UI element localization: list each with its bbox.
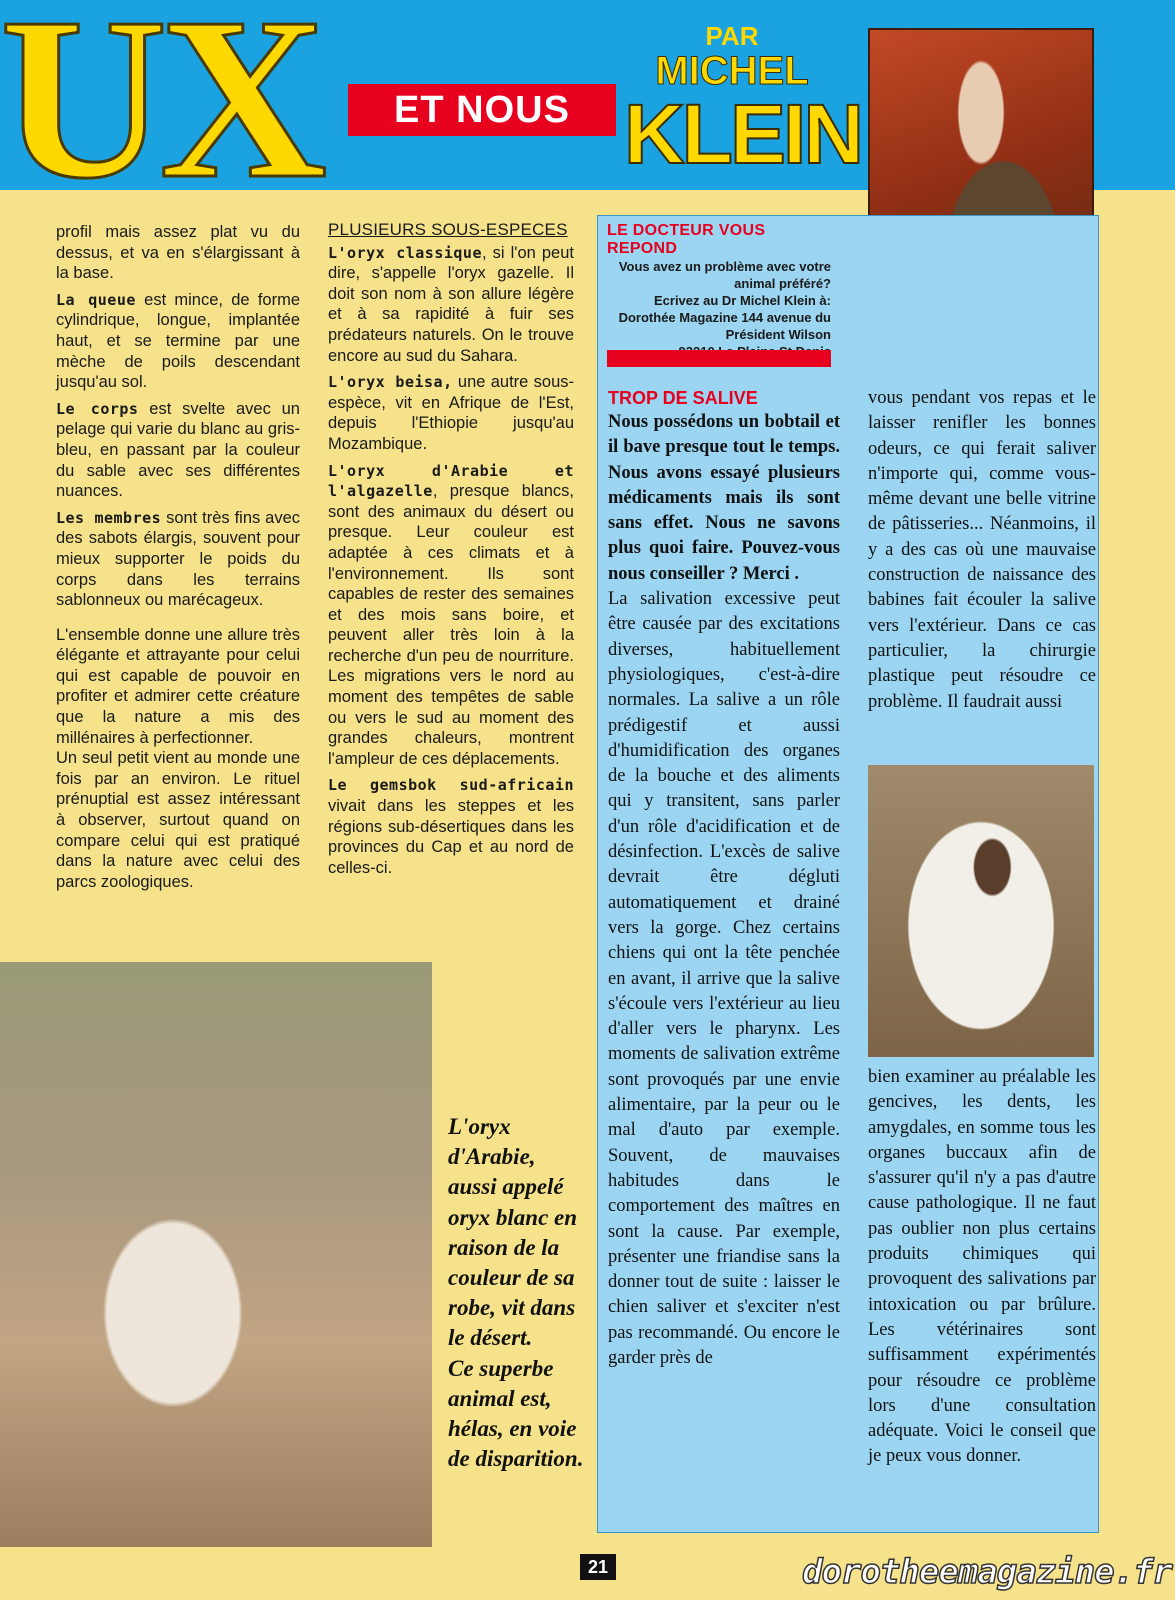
paragraph-classique: [328, 243, 574, 367]
caption-line: Ce superbe animal est, hélas, en voie de disparition.: [448, 1355, 584, 1472]
lead-arabie: L'oryx d'Arabie et l'algazelle: [328, 461, 574, 501]
caption-line: L'oryx d'Arabie, aussi appelé oryx blanc en raison de la couleur de sa robe, vit dans le désert.: [448, 1114, 578, 1351]
lead-queue: La queue: [56, 290, 136, 309]
photo-oryx: [0, 962, 432, 1547]
doctor-column-2-bottom: [868, 1065, 1096, 1470]
text-beisa: une autre sous-espèce, vit en Afrique de l'Est, depuis l'Ethiopie jusqu'au Mozambique.: [328, 373, 574, 453]
doctor-title: LE DOCTEUR VOUS REPOND: [607, 222, 766, 257]
byline-klein: KLEIN: [624, 87, 861, 181]
text-corps: est svelte avec un pelage qui varie du blanc au gris-bleu, en passant par la couleur du sable avec ses différentes nuances.: [56, 399, 300, 501]
byline-michel: MICHEL: [655, 49, 809, 93]
lead-membres: Les membres: [56, 508, 162, 527]
page-number: 21: [580, 1554, 616, 1580]
info-line: Dorothée Magazine 144 avenue du Président Wilson: [618, 310, 831, 342]
section-title: TROP DE SALIVE: [608, 388, 758, 408]
paragraph: Un seul petit vient au monde une fois par an environ. Le rituel prénuptial est assez intéressant à observer, surtout quand on compare celui qui est pratiqué dans la nature avec celui des parcs zoologiques.: [56, 749, 300, 891]
red-divider-bar: [607, 350, 831, 367]
paragraph: profil mais assez plat vu du dessus, et va en s'élargissant à la base.: [56, 223, 300, 283]
text-queue: est mince, de forme cylindrique, longue, implantée haut, et se termine par une mèche de poils descendant jusqu'au sol.: [56, 290, 300, 392]
text-membres: sont très fins avec des sabots élargis, souvent pour mieux supporter le poids du corps dans les terrains sablonneux ou marécageux.: [56, 508, 301, 610]
text-gemsbok: vivait dans les steppes et les régions sub-désertiques dans les provinces du Cap et au nord de celles-ci.: [328, 797, 574, 877]
paragraph-beisa: [328, 372, 574, 454]
info-line: Vous avez un problème avec votre animal préféré?: [618, 259, 831, 291]
doctor-answer-end: bien examiner au préalable les gencives, les dents, les amygdales, en somme tous les organes buccaux afin de s'assurer qu'il n'y a pas d'autre cause pathologique. Il ne faut pas oublier non plus certains produits chimiques qui provoquent des salivations par intoxication ou par brûlure. Les vétérinaires sont suffisamment expérimentés pour résoudre ce problème lors d'une consultation adéquate. Voici le conseil que je peux vous donner.: [868, 1067, 1096, 1467]
info-line: Ecrivez au Dr Michel Klein à:: [653, 293, 831, 308]
article-column-1: [56, 222, 300, 898]
byline-par: PAR: [705, 21, 759, 51]
lead-classique: L'oryx classique: [328, 243, 482, 262]
subheading-sous-especes: PLUSIEURS SOUS-ESPECES: [328, 220, 568, 239]
paragraph-membres: [56, 508, 300, 611]
paragraph-gemsbok: [328, 775, 574, 878]
paragraph-corps: [56, 399, 300, 502]
paragraph: L'ensemble donne une allure très élégante et attrayante pour celui qui est capable de pouvoir en profiter et admirer cette créature que la nature a mis des millénaires à perfectionner.: [56, 625, 300, 747]
doctor-column-1: [608, 386, 840, 1371]
article-column-2: [328, 220, 574, 884]
doctor-header: [607, 222, 831, 360]
lead-corps: Le corps: [56, 399, 139, 418]
lead-gemsbok: Le gemsbok sud-africain: [328, 776, 574, 795]
author-byline: [624, 21, 861, 181]
doctor-answer: La salivation excessive peut être causée par des excitations diverses, habituellement physiologiques, c'est-à-dire normales. La salive a un rôle prédigestif et aussi d'humidification des organes de la bouche et des aliments qui y transitent, sans parler d'un rôle d'acidification et de désinfection. L'excès de salive devrait être dégluti automatiquement et drainé vers la gorge. Chez certains chiens qui ont la tête penchée en avant, il arrive que la salive s'écoule vers l'extérieur au lieu d'aller vers le pharynx. Les moments de salivation extrême sont provoqués par une envie alimentaire, par la peur ou le mal d'auto par exemple. Souvent, de mauvaises habitudes dans le comportement des maîtres en sont la cause. Par exemple, présenter une friandise sans la donner tout de suite : laisser le chien saliver et s'exciter n'est pas recommandé. Ou encore le garder près de: [608, 589, 840, 1368]
text-classique: , si l'on peut dire, s'appelle l'oryx gazelle. Il doit son nom à son allure légère et à sa rapidité à fuir ses prédateurs naturels. On le trouve encore au sud du Sahara.: [328, 243, 574, 365]
reader-question: Nous possédons un bobtail et il bave presque tout le temps. Nous avons essayé plusieurs médicaments mais ils sont sans effet. Nous ne savons plus quoi faire. Pouvez-vous nous conseiller ? Merci .: [608, 412, 840, 584]
paragraph-queue: [56, 290, 300, 393]
photo-bobtail-dog: [868, 765, 1094, 1057]
doctor-answer-cont: vous pendant vos repas et le laisser renifler les bonnes odeurs, ce qui ferait saliver n'importe qui, comme vous-même devant une belle vitrine de pâtisseries... Néanmoins, il y a des cas où une mauvaise construction de naissance des babines fait écouler la salive vers l'extérieur. Dans ce cas particulier, la chirurgie plastique peut résoudre ce problème. Il faudrait aussi: [868, 388, 1096, 712]
doctor-column-2-top: [868, 386, 1096, 715]
paragraph-arabie: [328, 461, 574, 770]
site-watermark: dorotheemagazine.fr: [802, 1552, 1172, 1592]
title-et-nous: ET NOUS: [348, 84, 616, 136]
doctor-info: [607, 258, 831, 360]
text-arabie: , presque blancs, sont des animaux du désert ou presque. Leur couleur est adaptée à ces climats et à l'environnement. Ils sont capables de rester des semaines et des mois sans boire, et peuvent aller très loin à la recherche d'un peu de nourriture. Les migrations vers le nord au moment des tempêtes de sable ou vers le sud au moment des grandes chaleurs, montrent l'ampleur de ces déplacements.: [328, 482, 574, 768]
lead-beisa: L'oryx beisa,: [328, 373, 453, 392]
title-ux: UX: [0, 6, 320, 191]
photo-caption: [448, 1112, 584, 1474]
